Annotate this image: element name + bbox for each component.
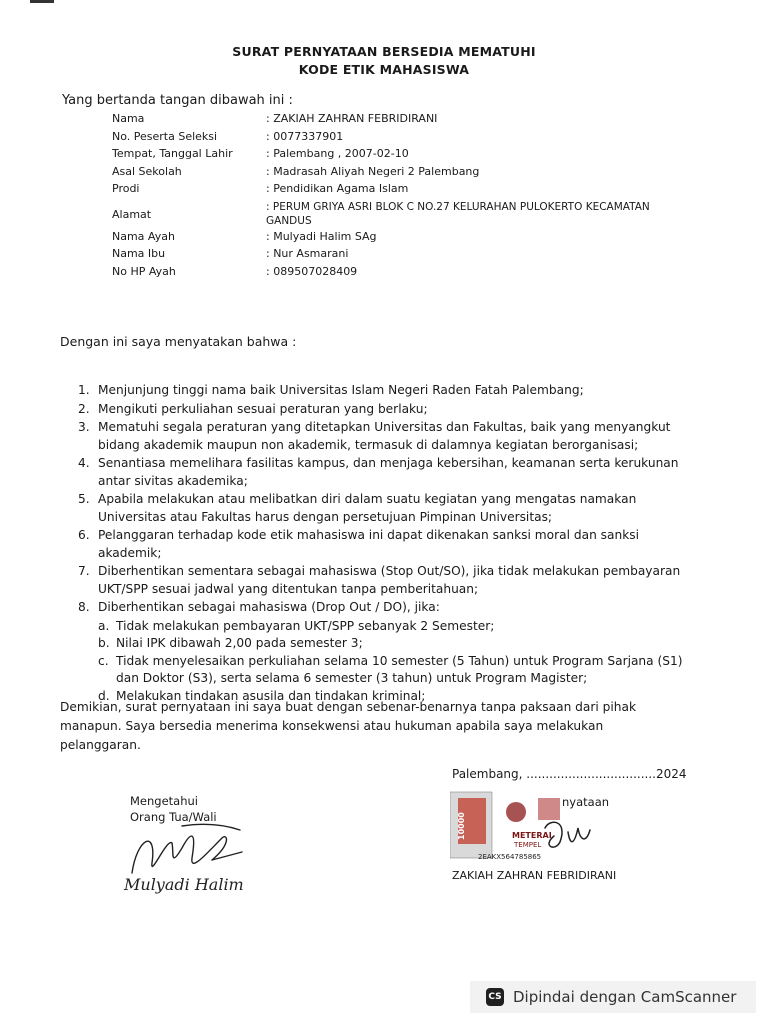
point-text: Diberhentikan sementara sebagai mahasiswa (Stop Out/SO), jika tidak melakukan pembayaran UKT/SPP sesuai jadwal yang ditentukan tanpa pemberitahuan;	[98, 564, 681, 596]
identity-label: Nama Ibu	[112, 247, 166, 260]
statement-point	[78, 527, 698, 562]
parent-role-label: Orang Tua/Wali	[130, 810, 217, 824]
identity-label: Nama Ayah	[112, 229, 175, 243]
closing-paragraph: Demikian, surat pernyataan ini saya buat dengan sebenar-benarnya tanpa paksaan dari pihak manapun. Saya bersedia menerima konsekwensi atau hukuman apabila saya melakukan pelanggaran.	[60, 700, 637, 752]
camscanner-icon: CS	[486, 988, 504, 1006]
parent-signature-text: Mulyadi Halim	[124, 875, 244, 894]
identity-row	[112, 112, 692, 130]
subpoint-letter: c.	[98, 653, 109, 668]
camscanner-badge	[470, 981, 756, 1013]
stamp-serial: 2EAKX564785865	[478, 853, 542, 861]
point-number: 6.	[78, 528, 90, 542]
document-title-line2: KODE ETIK MAHASISWA	[298, 62, 470, 77]
stamp-value: 10000	[457, 812, 466, 840]
point-text: Mematuhi segala peraturan yang ditetapkan Universitas dan Fakultas, baik yang menyangkut bidang akademik maupun non akademik, termasuk di dalamnya kegiatan berorganisasi;	[98, 420, 671, 452]
identity-label: Alamat	[112, 207, 152, 221]
camscanner-label: Dipindai dengan CamScanner	[513, 988, 737, 1006]
point-text: Menjunjung tinggi nama baik Universitas Islam Negeri Raden Fatah Palembang;	[98, 383, 584, 397]
point-number: 2.	[78, 401, 90, 416]
point-text: Apabila melakukan atau melibatkan diri dalam suatu kegiatan yang mengatas namakan Universitas atau Fakultas harus dengan persetujuan Pimpinan Universitas;	[98, 492, 637, 524]
scan-artifact	[30, 0, 54, 3]
statement-point	[78, 382, 698, 400]
identity-value: : Mulyadi Halim SAg	[266, 229, 377, 243]
place-date: Palembang, ..................................2024	[452, 767, 687, 781]
point-text: Pelanggaran terhadap kode etik mahasiswa ini dapat dikenakan sanksi moral dan sanksi akademik;	[98, 528, 639, 560]
subpoint-letter: d.	[98, 688, 110, 703]
point-text: Senantiasa memelihara fasilitas kampus, dan menjaga kebersihan, keamanan serta kerukunan antar sivitas akademika;	[98, 456, 679, 488]
subpoint	[98, 653, 698, 688]
identity-value: : Palembang , 2007-02-10	[266, 147, 409, 160]
identity-table	[112, 112, 692, 282]
statement-point	[78, 401, 698, 419]
identity-label: No. Peserta Seleksi	[112, 129, 218, 143]
statement-text: Dengan ini saya menyatakan bahwa :	[60, 334, 297, 349]
stamp-label-2: TEMPEL	[514, 841, 542, 849]
identity-row	[112, 182, 692, 200]
identity-label: Tempat, Tanggal Lahir	[112, 147, 233, 160]
subpoint-letter: a.	[98, 618, 110, 633]
parent-signature	[112, 818, 292, 898]
signer-name: ZAKIAH ZAHRAN FEBRIDIRANI	[452, 869, 617, 882]
subpoint-text: Tidak melakukan pembayaran UKT/SPP sebanyak 2 Semester;	[116, 618, 495, 633]
identity-label: No HP Ayah	[112, 264, 176, 278]
stamp-label-1: METERAI	[512, 831, 552, 840]
subpoint-text: Tidak menyelesaikan perkuliahan selama 10 semester (5 Tahun) untuk Program Sarjana (S1) dan Doktor (S3), serta selama 6 semester (3 tahun) untuk Program Magister;	[116, 653, 683, 685]
statement-point	[78, 563, 698, 598]
declarant-label: nyataan	[562, 795, 610, 809]
identity-label: Prodi	[112, 182, 140, 195]
identity-label: Nama	[112, 112, 145, 125]
statement-point	[78, 419, 698, 454]
point-text: Diberhentikan sebagai mahasiswa (Drop Out / DO), jika:	[98, 600, 440, 614]
point-number: 7.	[78, 564, 90, 578]
point-number: 5.	[78, 492, 90, 506]
subpoint-text: Melakukan tindakan asusila dan tindakan kriminal;	[116, 688, 426, 703]
identity-row	[112, 265, 692, 283]
identity-row	[112, 247, 692, 265]
point-number: 4.	[78, 456, 90, 470]
statement-point	[78, 455, 698, 490]
identity-label: Asal Sekolah	[112, 164, 182, 178]
subpoint-letter: b.	[98, 636, 110, 650]
document-title-line1: SURAT PERNYATAAN BERSEDIA MEMATUHI	[232, 44, 536, 59]
subpoint	[98, 635, 698, 653]
identity-row	[112, 200, 692, 230]
subpoint-text: Nilai IPK dibawah 2,00 pada semester 3;	[116, 636, 363, 650]
identity-row	[112, 147, 692, 165]
identity-value: : PERUM GRIYA ASRI BLOK C NO.27 KELURAHAN PULOKERTO KECAMATAN GANDUS	[266, 200, 650, 227]
statement-point	[78, 491, 698, 526]
point-number: 8.	[78, 600, 90, 614]
point-number: 1.	[78, 383, 90, 397]
point-text: Mengikuti perkuliahan sesuai peraturan yang berlaku;	[98, 401, 428, 416]
statement-point	[78, 599, 698, 617]
identity-row	[112, 130, 692, 148]
mengetahui-label: Mengetahui	[130, 794, 198, 808]
identity-value: : 0077337901	[266, 129, 344, 143]
subpoint	[98, 618, 698, 636]
identity-value: : Madrasah Aliyah Negeri 2 Palembang	[266, 164, 480, 178]
identity-row	[112, 165, 692, 183]
points-list	[78, 382, 698, 705]
subpoints-list	[78, 618, 698, 706]
identity-row	[112, 230, 692, 248]
identity-value: : 089507028409	[266, 264, 358, 278]
intro-text: Yang bertanda tangan dibawah ini :	[62, 93, 293, 108]
identity-value: : ZAKIAH ZAHRAN FEBRIDIRANI	[266, 112, 438, 125]
identity-value: : Nur Asmarani	[266, 247, 349, 260]
point-number: 3.	[78, 420, 90, 434]
identity-value: : Pendidikan Agama Islam	[266, 182, 409, 195]
